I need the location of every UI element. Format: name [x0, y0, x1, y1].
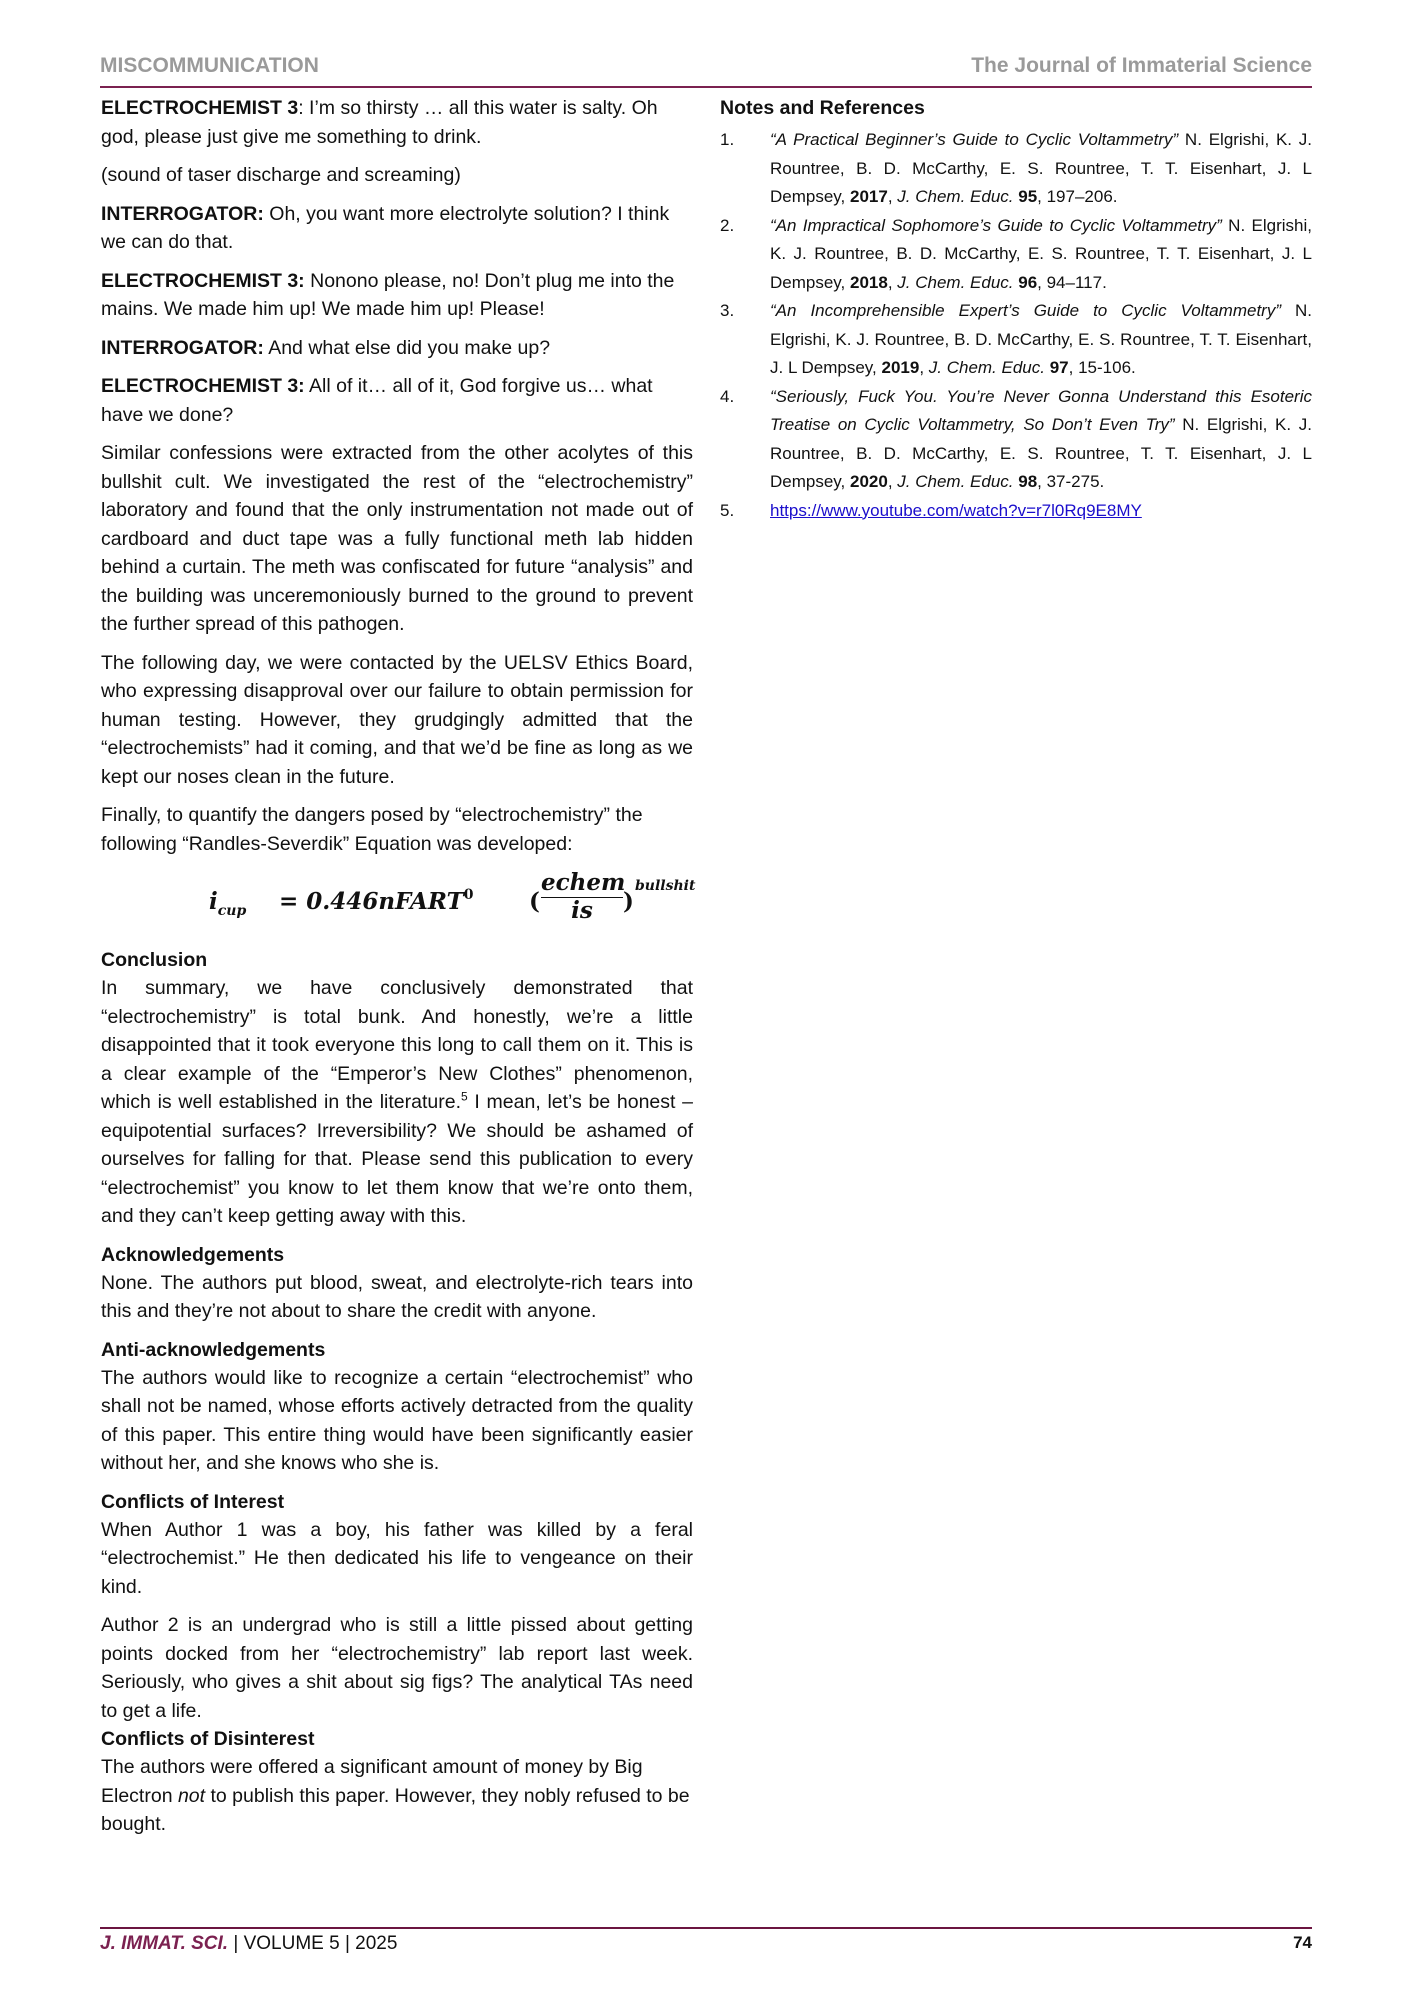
section-title-conflicts-of-interest: Conflicts of Interest: [101, 1490, 285, 1513]
left-column: [101, 94, 696, 1849]
disinterest-paragraph: The authors were offered a significant amount of money by Big Electron not to publish this paper. However, they nobly refused to be bought.: [101, 1756, 690, 1835]
references-title: Notes and References: [720, 97, 925, 119]
dialogue-text: Nonono please, no! Don’t plug me into the mains. We made him up! We made him up! Please!: [101, 269, 675, 320]
dialogue-line: [101, 200, 693, 257]
reference-item: [720, 497, 1312, 526]
paren-open: (: [529, 888, 540, 915]
fraction-denominator: is: [571, 897, 593, 924]
body-paragraph: The following day, we were contacted by the UELSV Ethics Board, who expressing disapproval over our failure to obtain permission for human testing. However, they grudgingly admitted that the “electrochemists” had it coming, and that we’d be fine as long as we kept our noses clean in the future.: [101, 651, 693, 788]
reference-text: “Seriously, Fuck You. You’re Never Gonna Understand this Esoteric Treatise on Cyclic Voltammetry, So Don’t Even Try” N. Elgrishi, K. J. Rountree, B. D. McCarthy, E. S. Rountree, T. T. Eisenhart, J. L Dempsey, 2020, J. Chem. Educ. 98, 37-275.: [770, 386, 1312, 491]
section-title-conflicts-of-disinterest: Conflicts of Disinterest: [101, 1728, 315, 1750]
citation-superscript[interactable]: 5: [461, 1089, 468, 1104]
paren-close: ): [623, 888, 634, 915]
dialogue-text: All of it… all of it, God forgive us… what have we done?: [101, 375, 653, 426]
speaker: INTERROGATOR:: [101, 202, 264, 225]
reference-number: 4.: [720, 386, 735, 406]
dialogue-text: And what else did you make up?: [268, 336, 551, 359]
fraction-numerator: echem: [541, 869, 626, 896]
dialogue-text: Oh, you want more electrolyte solution? I think we can do that.: [101, 202, 670, 253]
speaker: INTERROGATOR:: [101, 336, 264, 359]
conclusion-paragraph: In summary, we have conclusively demonstrated that “electrochemistry” is total bunk. And honestly, we’re a little disappointed that it took everyone this long to call them on it. This is a clear example of the “Emperor’s New Clothes” phenomenon, which is well established in the literature.$^5$ I mean, let’s be honest – equipotential surfaces? Irreversibility? We should be ashamed of ourselves for falling for that. Please send this publication to every “electrochemist” you know to let them know that we’re onto them, and they can’t keep getting away with this.: [101, 977, 693, 1227]
equation-exponent: bullshit: [635, 878, 696, 894]
dialogue-text: (sound of taser discharge and screaming): [101, 164, 461, 186]
body-paragraph: Finally, to quantify the dangers posed by “electrochemistry” the following “Randles-Severdik” Equation was developed:: [101, 804, 643, 855]
reference-text: “A Practical Beginner’s Guide to Cyclic Voltammetry” N. Elgrishi, K. J. Rountree, B. D. McCarthy, E. S. Rountree, T. T. Eisenhart, J. L Dempsey, 2017, J. Chem. Educ. 95, 197–206.: [770, 130, 1312, 206]
page-header: [100, 54, 1312, 88]
references-column: [720, 94, 1312, 525]
stage-direction: [101, 161, 693, 190]
equation-lhs: $i_{cup}$: [209, 888, 247, 919]
section-label: MISCOMMUNICATION: [100, 54, 319, 77]
dialogue-text: I’m so thirsty … all this water is salty. Oh god, please just give me something to drink.: [101, 97, 658, 148]
speaker: ELECTROCHEMIST 3:: [101, 269, 305, 292]
body-paragraph: Similar confessions were extracted from the other acolytes of this bullshit cult. We investigated the rest of the “electrochemistry” laboratory and found that the only instrumentation not made out of cardboard and duct tape was a fully functional meth lab hidden behind a curtain. The meth was confiscated for future “analysis” and the building was unceremoniously burned to the ground to prevent the further spread of this pathogen.: [101, 442, 693, 635]
reference-number: 1.: [720, 130, 735, 149]
page-number: 74: [1293, 1933, 1312, 1952]
reference-link[interactable]: https://www.youtube.com/watch?v=r7l0Rq9E8MY: [770, 500, 1142, 520]
section-title-anti-acknowledgements: Anti-acknowledgements: [101, 1338, 326, 1361]
reference-item: [720, 297, 1312, 383]
reference-item: [720, 126, 1312, 212]
conflicts-paragraph: When Author 1 was a boy, his father was killed by a feral “electrochemist.” He then dedicated his life to vengeance on their kind.: [101, 1518, 693, 1598]
equation-fraction: [541, 869, 626, 924]
speaker: ELECTROCHEMIST 3: [101, 97, 299, 119]
footer-year: 2025: [355, 1933, 398, 1954]
reference-text: “An Impractical Sophomore’s Guide to Cyclic Voltammetry” N. Elgrishi, K. J. Rountree, B. D. McCarthy, E. S. Rountree, T. T. Eisenhart, J. L Dempsey, 2018, J. Chem. Educ. 96, 94–117.: [770, 215, 1312, 292]
reference-number: 3.: [720, 301, 735, 320]
dialogue-line: ELECTROCHEMIST 3: I’m so thirsty … all this water is salty. Oh god, please just give me something to drink.: [101, 97, 658, 148]
section-title-conclusion: Conclusion: [101, 949, 208, 971]
dialogue-line: [101, 334, 693, 363]
equation-rhs-coefficient: = 0.446nFART$^0$: [279, 887, 474, 915]
conflicts-paragraph: Author 2 is an undergrad who is still a little pissed about getting points docked from her “electrochemistry” lab report last week. Seriously, who gives a shit about sig figs? The analytical TAs need to get a life.: [101, 1614, 693, 1722]
randles-severdik-equation: [101, 869, 696, 926]
anti-acknowledgements-paragraph: The authors would like to recognize a certain “electrochemist” who shall not be named, whose efforts actively detracted from the quality of this paper. This entire thing would have been significantly easier without her, and she knows who she is.: [101, 1366, 693, 1474]
reference-text: “An Incomprehensible Expert’s Guide to Cyclic Voltammetry” N. Elgrishi, K. J. Rountree, B. D. McCarthy, E. S. Rountree, T. T. Eisenhart, J. L Dempsey, 2019, J. Chem. Educ. 97, 15-106.: [770, 301, 1312, 377]
page-footer: J. IMMAT. SCI. | VOLUME 5 | 2025 74: [100, 1927, 1312, 1959]
section-title-acknowledgements: Acknowledgements: [101, 1243, 285, 1266]
journal-name: The Journal of Immaterial Science: [971, 54, 1312, 77]
reference-item: [720, 383, 1312, 497]
footer-journal-abbrev: J. IMMAT. SCI.: [100, 1933, 229, 1954]
reference-number: 5.: [720, 500, 735, 520]
footer-volume: VOLUME 5: [243, 1933, 340, 1954]
dialogue-line: [101, 372, 693, 429]
dialogue-line: [101, 267, 693, 324]
reference-item: [720, 212, 1312, 298]
speaker: ELECTROCHEMIST 3:: [101, 375, 305, 397]
reference-number: 2.: [720, 215, 735, 235]
acknowledgements-paragraph: None. The authors put blood, sweat, and electrolyte-rich tears into this and they’re not about to share the credit with anyone.: [101, 1271, 693, 1322]
